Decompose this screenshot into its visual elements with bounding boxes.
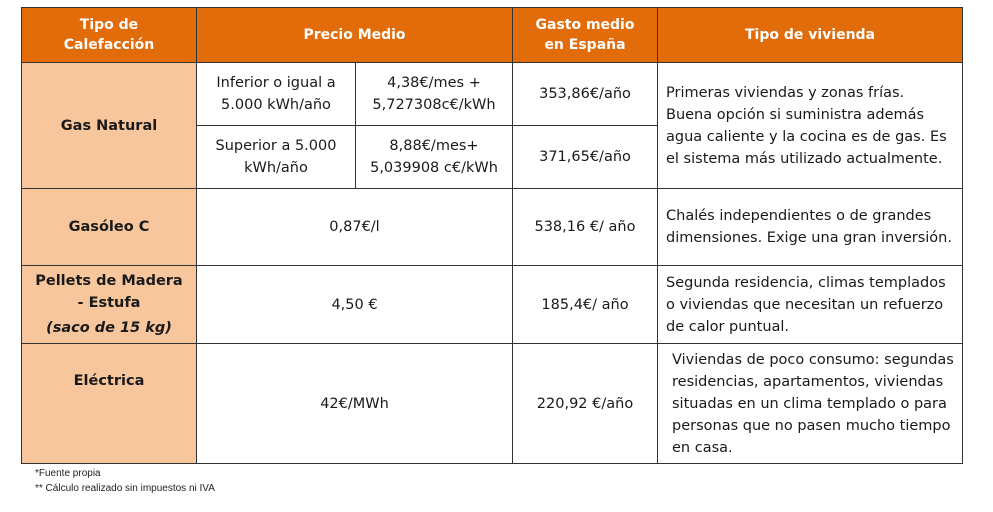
heating-comparison-table (21, 7, 963, 464)
row-label-gasoleo: Gasóleo C (22, 189, 197, 266)
row-label-gas-natural: Gas Natural (22, 63, 197, 189)
table-row (22, 189, 963, 266)
gas-tier1-condition: Inferior o igual a 5.000 kWh/año (197, 63, 356, 126)
pellets-price: 4,50 € (197, 266, 513, 344)
row-label-pellets (22, 266, 197, 344)
pellets-gasto: 185,4€/ año (513, 266, 658, 344)
footnote-fuente: *Fuente propia (35, 468, 101, 479)
header-tipo-calefaccion: Tipo de Calefacción (22, 8, 197, 63)
pellets-label: Pellets de Madera - Estufa (35, 273, 183, 311)
gas-tier2-price: 8,88€/mes+ 5,039908 c€/kWh (356, 126, 513, 189)
electrica-price: 42€/MWh (197, 344, 513, 464)
gas-tier1-gasto: 353,86€/año (513, 63, 658, 126)
footnote-calculo: ** Cálculo realizado sin impuestos ni IVA (35, 483, 215, 494)
pellets-sublabel: (saco de 15 kg) (46, 320, 172, 336)
table-row (22, 344, 963, 464)
gasoleo-gasto: 538,16 €/ año (513, 189, 658, 266)
gas-vivienda: Primeras viviendas y zonas frías. Buena opción si suministra además agua caliente y la cocina es de gas. Es el sistema más utilizado actualmente. (658, 63, 963, 189)
table-row (22, 266, 963, 344)
header-tipo-vivienda: Tipo de vivienda (658, 8, 963, 63)
header-precio-medio: Precio Medio (197, 8, 513, 63)
gasoleo-price: 0,87€/l (197, 189, 513, 266)
header-row (22, 8, 963, 63)
row-label-electrica: Eléctrica (22, 344, 197, 464)
gas-tier2-gasto: 371,65€/año (513, 126, 658, 189)
pellets-vivienda: Segunda residencia, climas templados o viviendas que necesitan un refuerzo de calor puntual. (658, 266, 963, 344)
electrica-gasto: 220,92 €/año (513, 344, 658, 464)
electrica-vivienda: Viviendas de poco consumo: segundas residencias, apartamentos, viviendas situadas en un clima templado o para personas que no pasen mucho tiempo en casa. (658, 344, 963, 464)
gas-tier2-condition: Superior a 5.000 kWh/año (197, 126, 356, 189)
gas-tier1-price: 4,38€/mes + 5,727308c€/kWh (356, 63, 513, 126)
table-row (22, 63, 963, 126)
footnotes (35, 466, 215, 496)
gasoleo-vivienda: Chalés independientes o de grandes dimensiones. Exige una gran inversión. (658, 189, 963, 266)
header-gasto-medio: Gasto medio en España (513, 8, 658, 63)
